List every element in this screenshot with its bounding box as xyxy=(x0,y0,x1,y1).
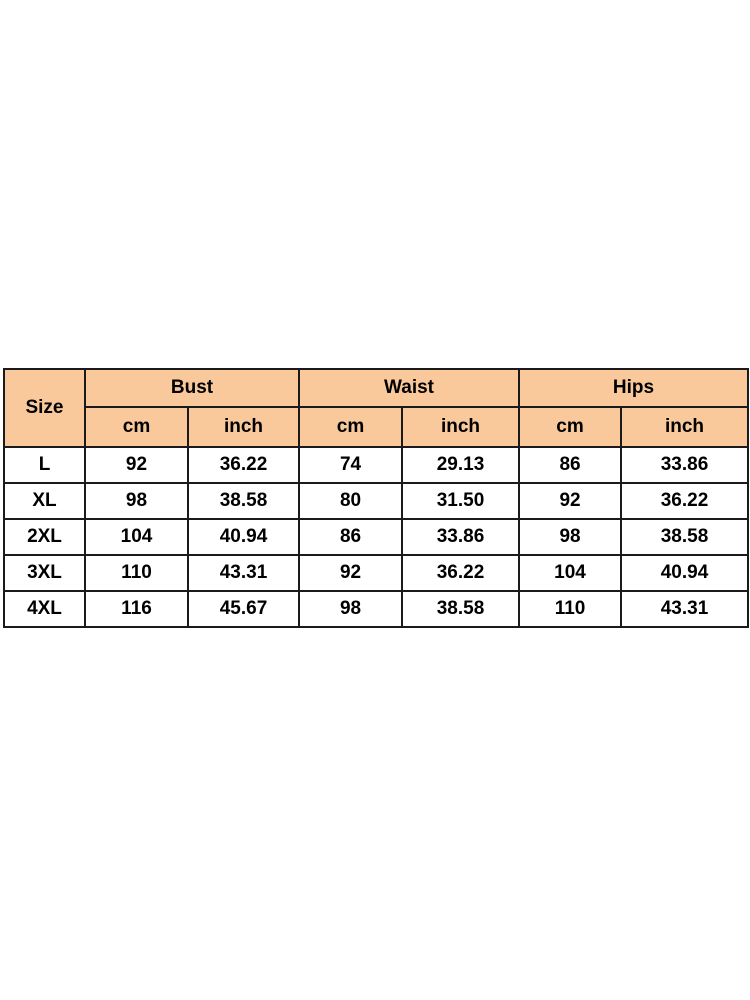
bust-inch-cell: 38.58 xyxy=(188,483,299,519)
size-cell: 4XL xyxy=(4,591,85,627)
bust-group-header: Bust xyxy=(85,369,299,407)
bust-cm-cell: 116 xyxy=(85,591,188,627)
size-column-header: Size xyxy=(4,369,85,447)
hips-cm-cell: 110 xyxy=(519,591,621,627)
waist-cm-cell: 80 xyxy=(299,483,402,519)
bust-cm-cell: 104 xyxy=(85,519,188,555)
waist-inch-cell: 29.13 xyxy=(402,447,519,483)
table-row xyxy=(4,555,748,591)
table-row xyxy=(4,483,748,519)
bust-inch-cell: 36.22 xyxy=(188,447,299,483)
waist-cm-cell: 86 xyxy=(299,519,402,555)
hips-cm-cell: 92 xyxy=(519,483,621,519)
bust-inch-header: inch xyxy=(188,407,299,447)
bust-inch-cell: 40.94 xyxy=(188,519,299,555)
hips-inch-cell: 33.86 xyxy=(621,447,748,483)
size-cell: 3XL xyxy=(4,555,85,591)
size-cell: XL xyxy=(4,483,85,519)
size-chart-table xyxy=(3,368,749,628)
table-row xyxy=(4,519,748,555)
hips-inch-cell: 36.22 xyxy=(621,483,748,519)
hips-inch-cell: 43.31 xyxy=(621,591,748,627)
waist-cm-cell: 92 xyxy=(299,555,402,591)
bust-cm-cell: 110 xyxy=(85,555,188,591)
waist-inch-cell: 31.50 xyxy=(402,483,519,519)
table-row xyxy=(4,447,748,483)
header-group-row xyxy=(4,369,748,407)
waist-cm-header: cm xyxy=(299,407,402,447)
size-cell: 2XL xyxy=(4,519,85,555)
hips-cm-cell: 104 xyxy=(519,555,621,591)
hips-inch-header: inch xyxy=(621,407,748,447)
hips-cm-cell: 98 xyxy=(519,519,621,555)
bust-cm-cell: 92 xyxy=(85,447,188,483)
waist-cm-cell: 74 xyxy=(299,447,402,483)
size-cell: L xyxy=(4,447,85,483)
bust-inch-cell: 45.67 xyxy=(188,591,299,627)
waist-inch-header: inch xyxy=(402,407,519,447)
waist-inch-cell: 36.22 xyxy=(402,555,519,591)
hips-group-header: Hips xyxy=(519,369,748,407)
waist-group-header: Waist xyxy=(299,369,519,407)
bust-cm-cell: 98 xyxy=(85,483,188,519)
bust-inch-cell: 43.31 xyxy=(188,555,299,591)
hips-inch-cell: 40.94 xyxy=(621,555,748,591)
waist-inch-cell: 33.86 xyxy=(402,519,519,555)
bust-cm-header: cm xyxy=(85,407,188,447)
waist-cm-cell: 98 xyxy=(299,591,402,627)
hips-cm-header: cm xyxy=(519,407,621,447)
table-row xyxy=(4,591,748,627)
header-unit-row xyxy=(4,407,748,447)
hips-cm-cell: 86 xyxy=(519,447,621,483)
waist-inch-cell: 38.58 xyxy=(402,591,519,627)
hips-inch-cell: 38.58 xyxy=(621,519,748,555)
